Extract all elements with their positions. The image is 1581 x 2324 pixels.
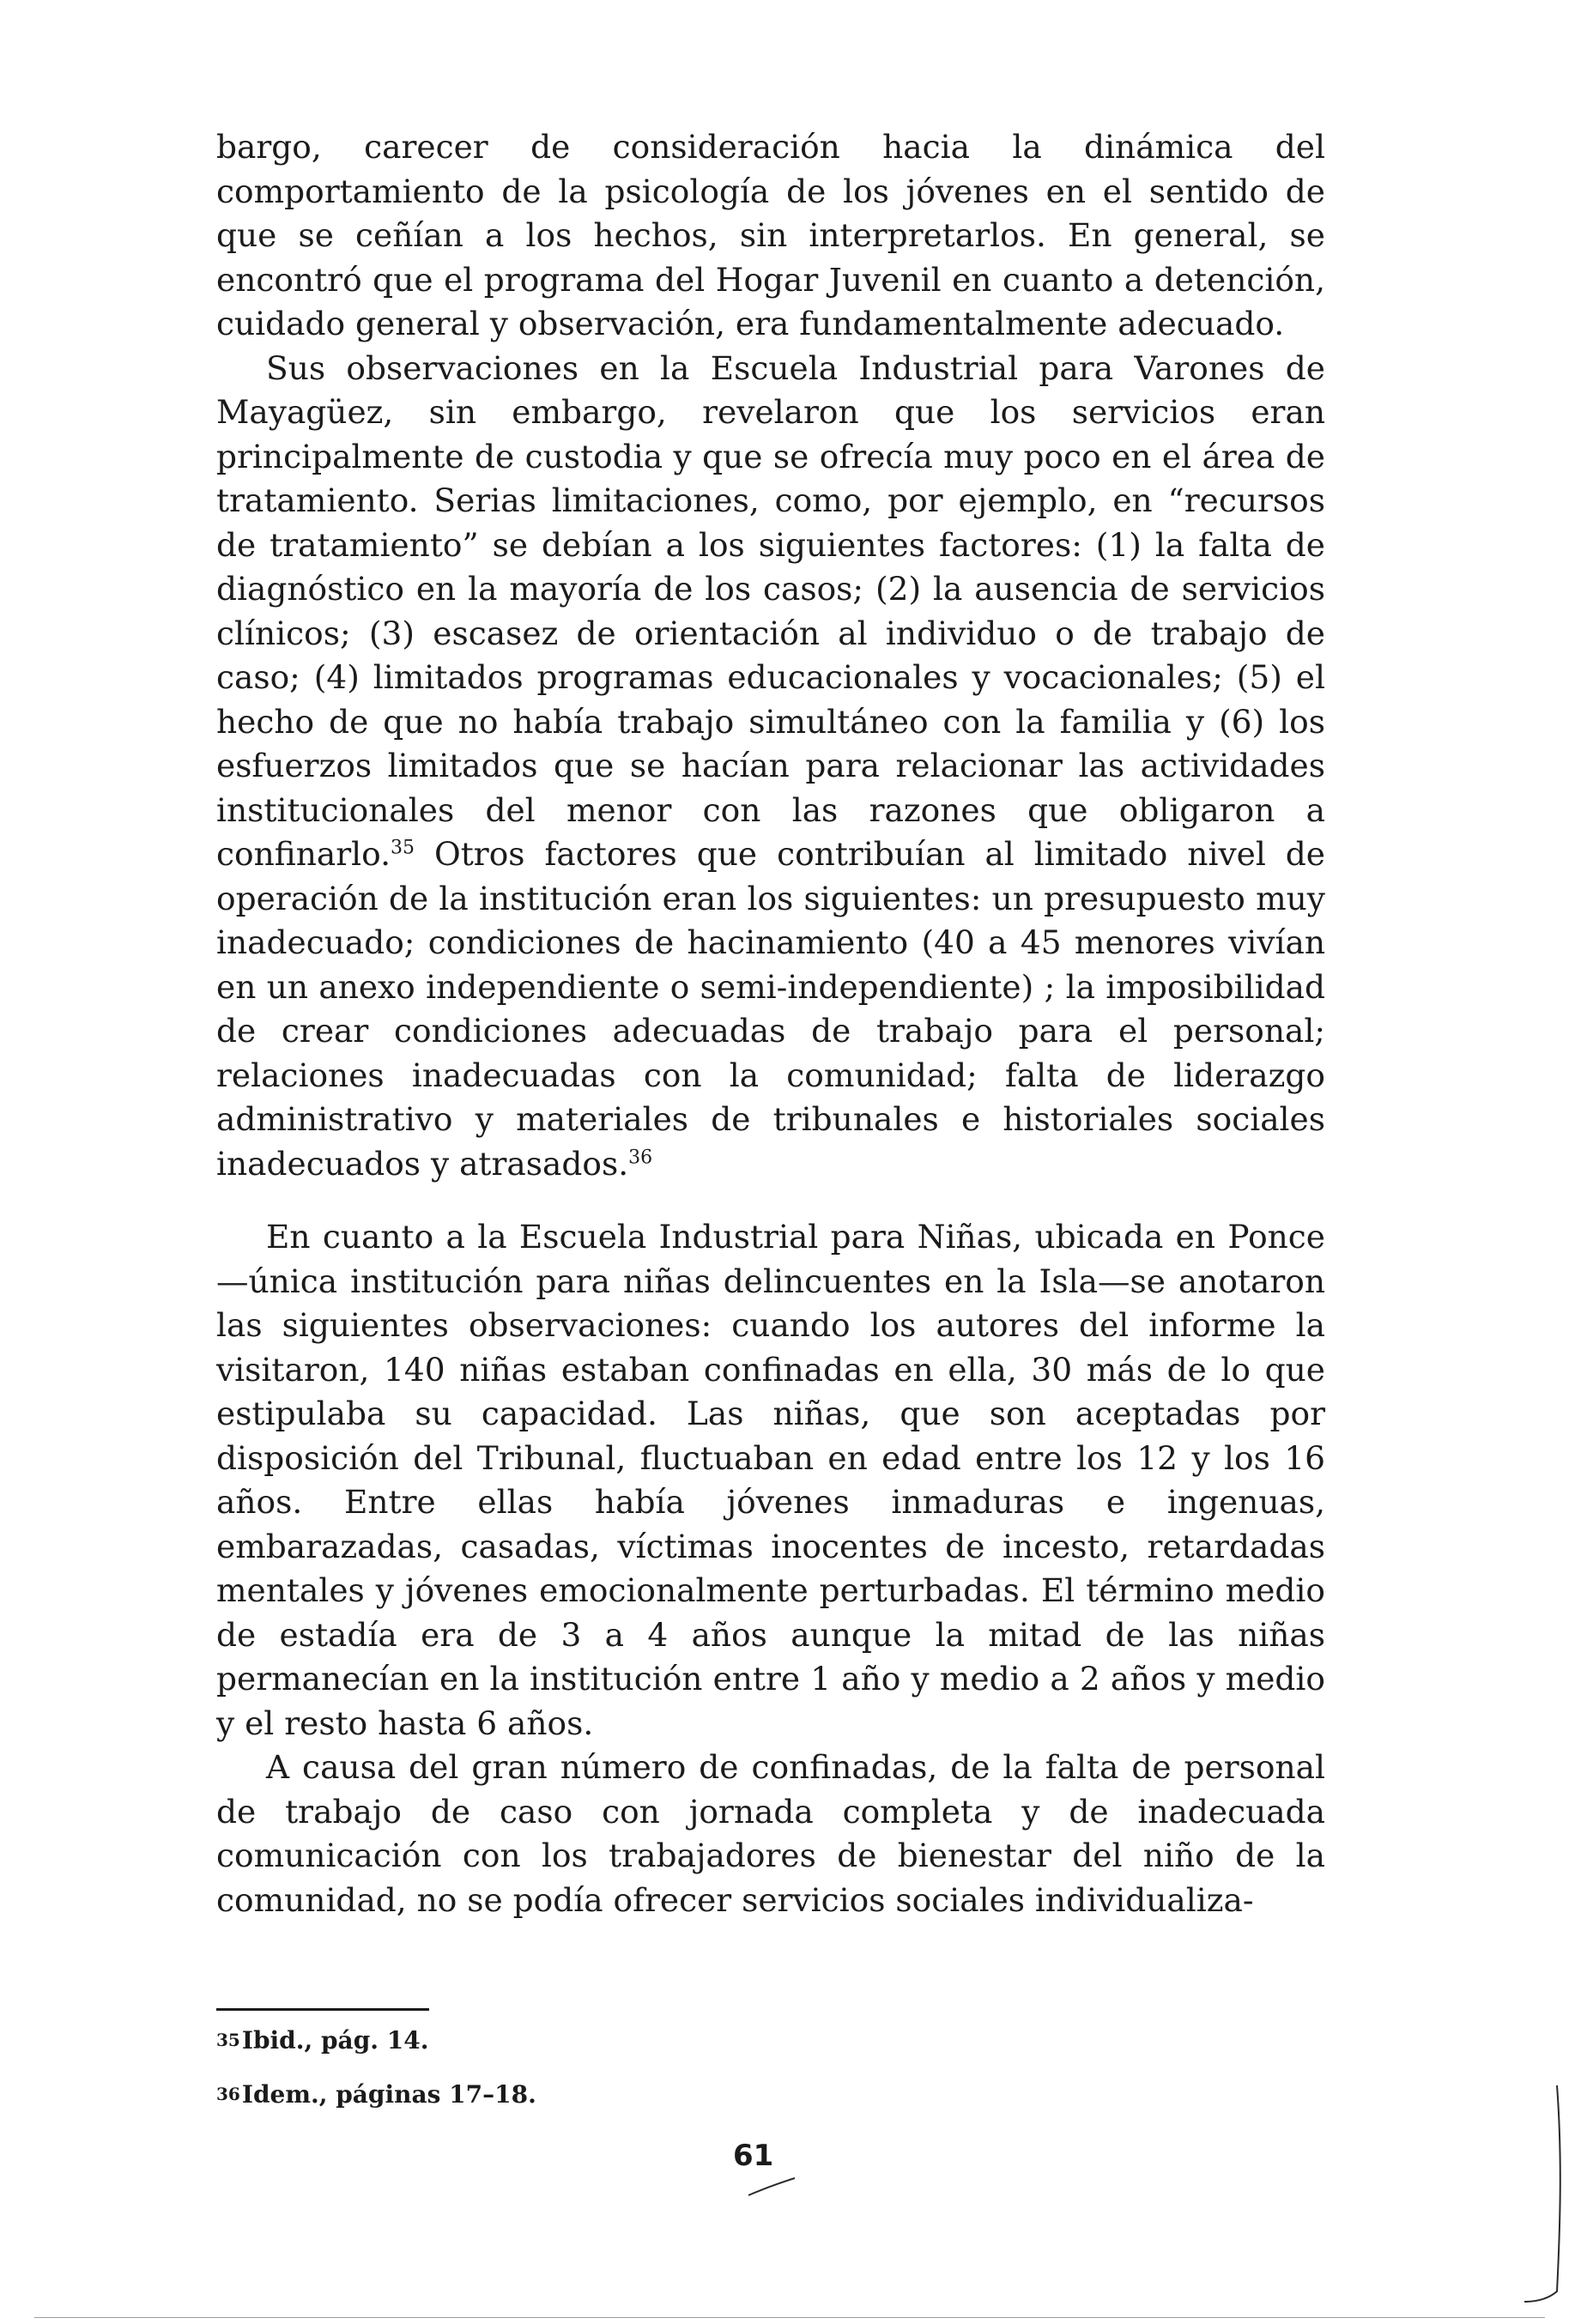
footnote-number: 36 (216, 2084, 240, 2104)
body-text (216, 125, 1325, 1922)
footnote (216, 2013, 989, 2067)
footnote-text: Idem., páginas 17–18. (241, 2080, 536, 2109)
footnote-reference: 35 (391, 837, 415, 859)
paragraph-text: Otros factores que contribuían al limitado nivel de operación de la institución eran los siguientes: un presupuesto muy inadecuado; condiciones de hacinamiento (40 a 45 menores vivían en un anexo independiente o semi-independiente) ; la imposibilidad de crear condiciones adecuadas de trabajo para el personal; relaciones inadecuadas con la comunidad; falta de liderazgo administrativo y materiales de tribunales e historiales sociales inadecuados y atrasados. (216, 835, 1325, 1183)
footnote (216, 2067, 989, 2121)
scan-artifact-edge-mark (1519, 2077, 1571, 2317)
footnotes (216, 2013, 989, 2121)
paragraph-text: A causa del gran número de confinadas, de la falta de personal de trabajo de caso con jornada completa y de inadecuada comunicación con los trabajadores de bienestar del niño de la comunidad, no se podía ofrecer servicios sociales individualiza- (216, 1748, 1325, 1919)
paragraph (216, 347, 1325, 1187)
paragraph (216, 1746, 1325, 1922)
paragraph-text: Sus observaciones en la Escuela Industrial para Varones de Mayagüez, sin embargo, revelaron que los servicios eran principalmente de custodia y que se ofrecía muy poco en el área de tratamiento. Serias limitaciones, como, por ejemplo, en “recursos de tratamiento” se debían a los siguientes factores: (1) la falta de diagnóstico en la mayoría de los casos; (2) la ausencia de servicios clínicos; (3) escasez de orientación al individuo o de trabajo de caso; (4) limitados programas educacionales y vocacionales; (5) el hecho de que no había trabajo simultáneo con la familia y (6) los esfuerzos limitados que se hacían para relacionar las actividades institucionales del menor con las razones que obligaron a confinarlo. (216, 348, 1325, 873)
paragraph-text: En cuanto a la Escuela Industrial para Niñas, ubicada en Ponce—única institución para niñas delincuentes en la Isla—se anotaron las siguientes observaciones: cuando los autores del informe la visitaron, 140 niñas estaban confinadas en ella, 30 más de lo que estipulaba su capacidad. Las niñas, que son aceptadas por disposición del Tribunal, fluctuaban en edad entre los 12 y los 16 años. Entre ellas había jóvenes inmaduras e ingenuas, embarazadas, casadas, víctimas inocentes de incesto, retardadas mentales y jóvenes emocionalmente perturbadas. El término medio de estadía era de 3 a 4 años aunque la mitad de las niñas permanecían en la institución entre 1 año y medio a 2 años y medio y el resto hasta 6 años. (216, 1218, 1325, 1742)
paragraph (216, 125, 1325, 347)
scan-artifact-bottom-edge (34, 2317, 1545, 2318)
scan-artifact-pen-stroke (747, 2176, 798, 2197)
footnote-reference: 36 (628, 1147, 653, 1168)
paragraph (216, 1215, 1325, 1746)
footnote-divider (216, 2008, 429, 2011)
footnote-number: 35 (216, 2030, 240, 2050)
paragraph-text: bargo, carecer de consideración hacia la dinámica del comportamiento de la psicología de los jóvenes en el sentido de que se ceñían a los hechos, sin interpretarlos. En general, se encontró que el programa del Hogar Juvenil en cuanto a detención, cuidado general y observación, era fundamentalmente adecuado. (216, 128, 1325, 342)
page-number: 61 (733, 2139, 774, 2173)
footnote-text: Ibid., pág. 14. (241, 2026, 429, 2055)
